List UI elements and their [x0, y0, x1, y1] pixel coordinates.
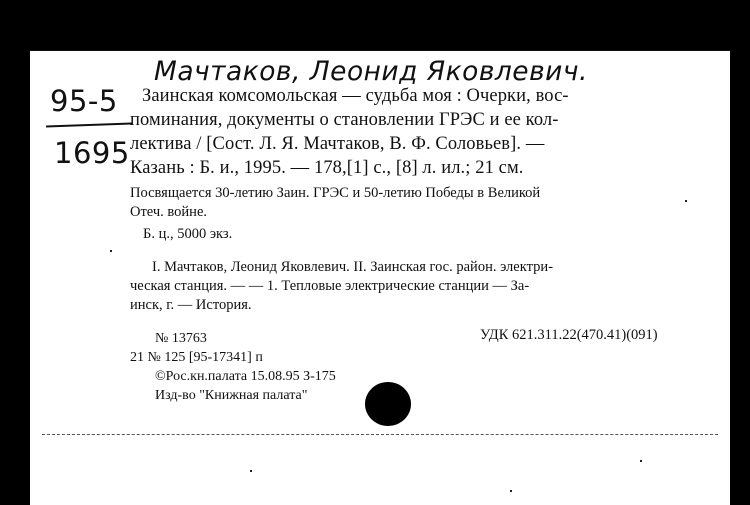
publisher-line: Изд-во "Книжная палата": [155, 388, 308, 403]
catalog-card: [30, 50, 730, 505]
shelf-mark-bottom: 1695: [54, 136, 130, 170]
card-dashed-rule: [42, 434, 718, 435]
scan-speck: [110, 250, 112, 252]
price-line: Б. ц., 5000 экз.: [143, 226, 233, 242]
scan-speck: [640, 460, 642, 462]
title-line-4: Казань : Б. и., 1995. — 178,[1] с., [8] л. ил.; 21 см.: [130, 158, 524, 178]
order-line: 21 № 125 [95-17341] п: [130, 350, 263, 365]
subject-line-1: I. Мачтаков, Леонид Яковлевич. II. Заинская гос. район. электри-: [152, 259, 553, 275]
handwritten-author: Мачтаков, Леонид Яковлевич.: [154, 56, 588, 87]
scan-speck: [685, 200, 687, 202]
title-line-3: лектива / [Сост. Л. Я. Мачтаков, В. Ф. Соловьев]. —: [130, 134, 545, 154]
subject-line-3: инск, г. — История.: [130, 297, 252, 313]
shelf-mark-top: 95-5: [50, 84, 118, 118]
scan-speck: [250, 470, 252, 472]
scan-speck: [510, 490, 512, 492]
title-line-1: Заинская комсомольская — судьба моя : Очерки, вос-: [142, 86, 569, 106]
subject-line-2: ческая станция. — — 1. Тепловые электрические станции — За-: [130, 278, 530, 294]
udk-code: УДК 621.311.22(470.41)(091): [480, 327, 658, 343]
note-line-1: Посвящается 30-летию Заин. ГРЭС и 50-летию Победы в Великой: [130, 185, 541, 201]
chamber-line: ©Рос.кн.палата 15.08.95 З-175: [155, 369, 336, 384]
punch-hole: [365, 382, 411, 426]
note-line-2: Отеч. войне.: [130, 204, 208, 220]
title-line-2: поминания, документы о становлении ГРЭС и ее кол-: [130, 110, 559, 130]
record-number: № 13763: [155, 331, 207, 346]
